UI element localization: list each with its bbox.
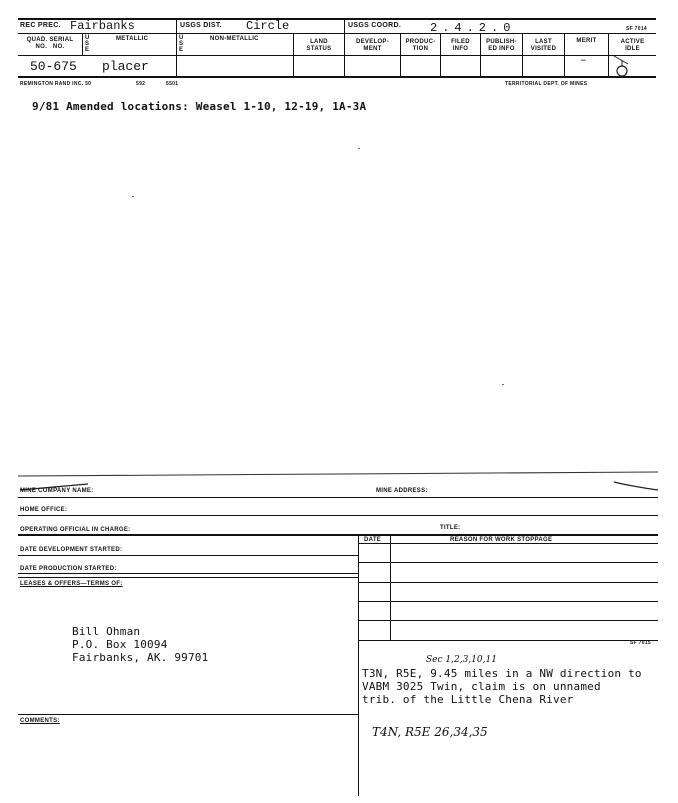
usgs-dist-value: Circle bbox=[246, 19, 290, 33]
usgs-coord-value: 2.4.2.0 bbox=[430, 21, 516, 35]
last-visited-header: LAST VISITED bbox=[530, 39, 557, 52]
date-production-label: DATE PRODUCTION STARTED: bbox=[20, 566, 117, 572]
scan-speck bbox=[132, 196, 134, 197]
quad-serial-value: 50-675 bbox=[30, 59, 77, 74]
amendment-note: 9/81 Amended locations: Weasel 1-10, 12-19, 1A-3A bbox=[32, 100, 367, 113]
scan-speck bbox=[502, 384, 504, 385]
date-development-label: DATE DEVELOPMENT STARTED: bbox=[20, 547, 123, 553]
date-header: DATE bbox=[364, 537, 382, 543]
row-line bbox=[18, 515, 658, 516]
comments-line bbox=[18, 714, 358, 715]
mine-company-name-label: MINE COMPANY NAME: bbox=[20, 488, 94, 494]
mine-address-label: MINE ADDRESS: bbox=[376, 488, 428, 494]
date-column-divider bbox=[390, 534, 391, 640]
merit-header: MERIT bbox=[576, 38, 597, 44]
production-header: PRODUC- TION bbox=[405, 39, 436, 52]
location-line-2: VABM 3025 Twin, claim is on unnamed bbox=[362, 680, 601, 693]
location-line-3: trib. of the Little Chena River bbox=[362, 693, 574, 706]
use-nonmetallic-marker: U S E bbox=[179, 35, 184, 53]
row-line bbox=[18, 555, 358, 556]
owner-address-line2: Fairbanks, AK. 99701 bbox=[72, 651, 209, 664]
owner-name: Bill Ohman bbox=[72, 625, 141, 638]
rec-prec-label: REC PREC. bbox=[20, 22, 61, 29]
row-line bbox=[18, 573, 358, 574]
owner-address-line1: P.O. Box 10094 bbox=[72, 638, 168, 651]
center-divider bbox=[358, 534, 359, 796]
development-header: DEVELOP- MENT bbox=[355, 39, 390, 52]
col-divider bbox=[176, 18, 177, 76]
row-divider-3 bbox=[18, 76, 656, 78]
rec-prec-value: Fairbanks bbox=[70, 19, 135, 33]
published-info-header: PUBLISH- ED INFO bbox=[486, 39, 517, 52]
quad-serial-header: QUAD. SERIAL NO. NO. bbox=[26, 37, 74, 50]
row-line bbox=[18, 497, 658, 498]
row-divider-2 bbox=[18, 55, 656, 56]
metallic-value: placer bbox=[102, 59, 149, 74]
form-number-top: SF 7014 bbox=[626, 26, 648, 32]
metallic-header: METALLIC bbox=[116, 36, 149, 42]
stoppage-row-line bbox=[358, 582, 658, 583]
operating-official-label: OPERATING OFFICIAL IN CHARGE: bbox=[20, 527, 131, 533]
comments-label: COMMENTS: bbox=[20, 718, 60, 724]
scan-speck bbox=[358, 148, 360, 149]
stoppage-row-line bbox=[358, 562, 658, 563]
title-label: TITLE: bbox=[440, 525, 461, 531]
stoppage-row-line bbox=[358, 601, 658, 602]
stoppage-row-line bbox=[358, 640, 658, 641]
location-line-1: T3N, R5E, 9.45 miles in a NW direction to bbox=[362, 667, 642, 680]
handwritten-sections: Sec 1,2,3,10,11 bbox=[426, 655, 497, 665]
printer-code-1: 592 bbox=[136, 81, 146, 87]
active-idle-header: ACTIVE IDLE bbox=[620, 39, 645, 52]
nonmetallic-header: NON-METALLIC bbox=[210, 36, 259, 42]
territorial-dept: TERRITORIAL DEPT. OF MINES bbox=[505, 81, 588, 87]
usgs-dist-label: USGS DIST. bbox=[180, 22, 222, 29]
printer-code-2: 5501 bbox=[166, 81, 179, 87]
form-number-bottom: SF 7015 bbox=[630, 640, 652, 646]
row-divider-1 bbox=[18, 33, 656, 34]
handwritten-township: T4N, R5E 26,34,35 bbox=[372, 725, 488, 739]
home-office-label: HOME OFFICE: bbox=[20, 507, 68, 513]
reason-header: REASON FOR WORK STOPPAGE bbox=[450, 537, 553, 543]
filed-info-header: FILED INFO bbox=[451, 39, 470, 52]
leases-label: LEASES & OFFERS—TERMS OF: bbox=[20, 581, 123, 587]
usgs-coord-label: USGS COORD. bbox=[348, 22, 402, 29]
col-divider bbox=[82, 33, 83, 55]
row-line bbox=[18, 534, 658, 536]
card-top-edge bbox=[18, 470, 660, 496]
merit-value: – bbox=[580, 55, 587, 67]
use-metallic-marker: U S E bbox=[85, 35, 90, 53]
row-line bbox=[18, 577, 358, 578]
active-idle-mark bbox=[608, 54, 636, 84]
stoppage-row-line bbox=[358, 620, 658, 621]
land-status-header: LAND STATUS bbox=[306, 39, 332, 52]
printer-note: REMINGTON RAND INC. 50 bbox=[20, 81, 92, 87]
